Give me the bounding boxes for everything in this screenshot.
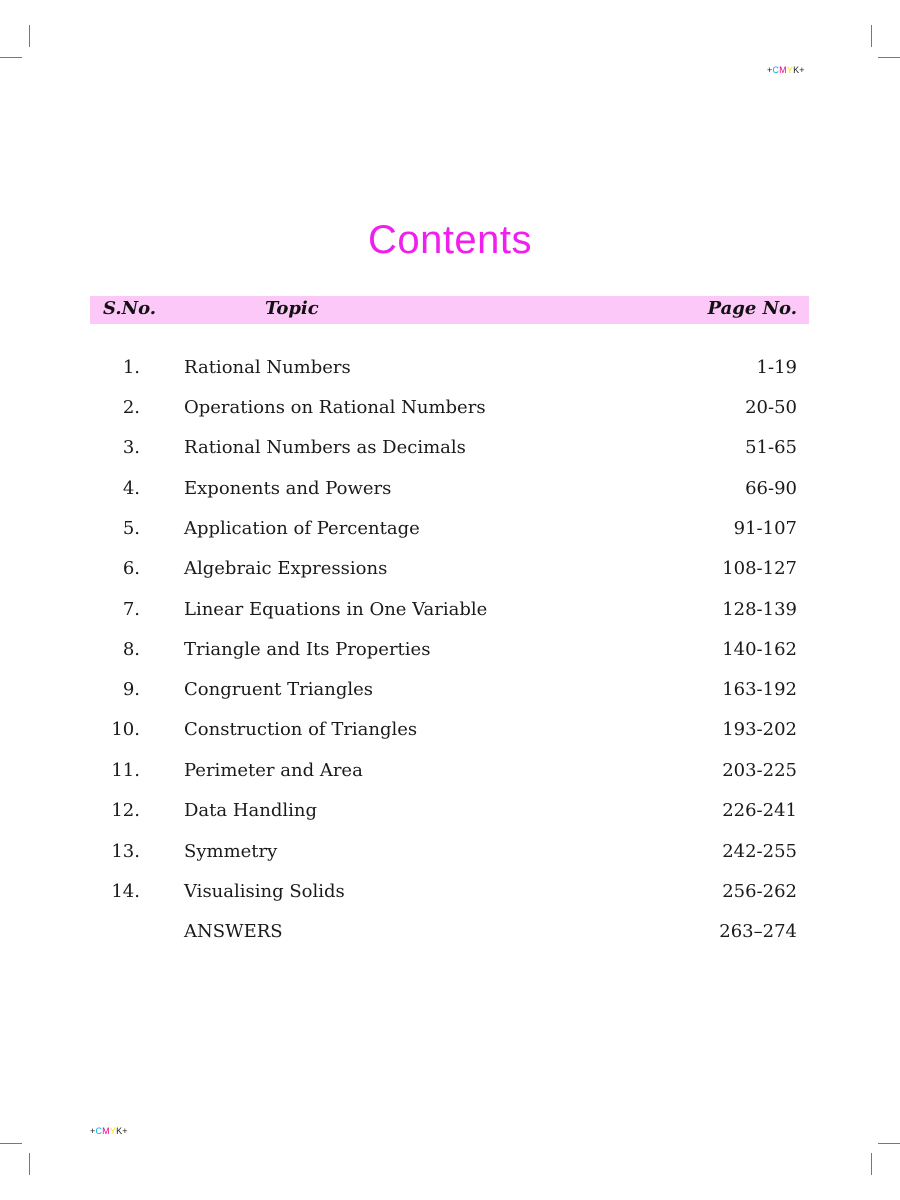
row-sno: 2. <box>122 397 140 418</box>
row-topic: Rational Numbers as Decimals <box>184 437 466 458</box>
row-sno: 7. <box>122 599 140 620</box>
table-row <box>0 719 900 749</box>
row-topic: Rational Numbers <box>184 357 351 378</box>
row-topic: Application of Percentage <box>184 518 420 539</box>
header-sno: S.No. <box>103 298 157 319</box>
header-page-no: Page No. <box>707 298 797 319</box>
table-row <box>0 357 900 387</box>
row-pages: 51-65 <box>745 437 797 458</box>
table-row <box>0 397 900 427</box>
row-sno: 13. <box>111 841 140 862</box>
table-row <box>0 841 900 871</box>
page-title: Contents <box>367 218 533 262</box>
header-topic: Topic <box>265 298 319 319</box>
row-sno: 6. <box>122 558 140 579</box>
row-sno: 1. <box>122 357 140 378</box>
crop-mark-bottom-right-horizontal <box>878 1143 900 1144</box>
row-pages: 163-192 <box>722 679 797 700</box>
crop-mark-top-right-vertical <box>871 25 872 47</box>
row-sno: 11. <box>111 760 140 781</box>
table-row <box>0 518 900 548</box>
row-topic: Construction of Triangles <box>184 719 418 740</box>
row-topic: Exponents and Powers <box>184 478 392 499</box>
crop-mark-bottom-right-vertical <box>871 1153 872 1175</box>
crop-mark-bottom-left-horizontal <box>0 1143 22 1144</box>
row-topic: Linear Equations in One Variable <box>184 599 488 620</box>
row-pages: 128-139 <box>722 599 797 620</box>
table-row <box>0 639 900 669</box>
cmyk-mark-top <box>767 65 805 75</box>
cmyk-label-top: +CMYK+ <box>767 65 805 75</box>
row-topic: Symmetry <box>184 841 278 862</box>
table-header-band <box>90 296 809 324</box>
row-topic: Data Handling <box>184 800 318 821</box>
crop-mark-top-left-horizontal <box>0 57 22 58</box>
row-topic: Triangle and Its Properties <box>184 639 431 660</box>
row-pages: 91-107 <box>733 518 797 539</box>
table-row <box>0 760 900 790</box>
row-sno: 5. <box>122 518 140 539</box>
row-pages: 242-255 <box>722 841 797 862</box>
row-pages: 226-241 <box>722 800 797 821</box>
row-pages: 263–274 <box>719 921 797 942</box>
row-topic: Algebraic Expressions <box>184 558 388 579</box>
row-topic: Perimeter and Area <box>184 760 363 781</box>
table-row <box>0 800 900 830</box>
row-pages: 20-50 <box>745 397 797 418</box>
row-pages: 203-225 <box>722 760 797 781</box>
row-sno: 4. <box>122 478 140 499</box>
row-sno: 12. <box>111 800 140 821</box>
row-topic: Operations on Rational Numbers <box>184 397 486 418</box>
table-row <box>0 437 900 467</box>
table-row <box>0 679 900 709</box>
crop-mark-top-right-horizontal <box>878 57 900 58</box>
row-pages: 1-19 <box>756 357 797 378</box>
row-topic: ANSWERS <box>184 921 283 942</box>
row-topic: Visualising Solids <box>184 881 345 902</box>
row-pages: 108-127 <box>722 558 797 579</box>
table-row <box>0 599 900 629</box>
cmyk-label-bottom: +CMYK+ <box>90 1126 128 1136</box>
row-pages: 66-90 <box>745 478 797 499</box>
row-sno: 3. <box>122 437 140 458</box>
row-pages: 193-202 <box>722 719 797 740</box>
table-row <box>0 881 900 911</box>
crop-mark-bottom-left-vertical <box>29 1153 30 1175</box>
row-sno: 14. <box>111 881 140 902</box>
row-pages: 140-162 <box>722 639 797 660</box>
row-sno: 9. <box>122 679 140 700</box>
table-row <box>0 558 900 588</box>
row-sno: 8. <box>122 639 140 660</box>
crop-mark-top-left-vertical <box>29 25 30 47</box>
cmyk-mark-bottom <box>90 1126 128 1136</box>
row-topic: Congruent Triangles <box>184 679 373 700</box>
table-row <box>0 478 900 508</box>
row-sno: 10. <box>111 719 140 740</box>
row-pages: 256-262 <box>722 881 797 902</box>
table-row <box>0 921 900 951</box>
